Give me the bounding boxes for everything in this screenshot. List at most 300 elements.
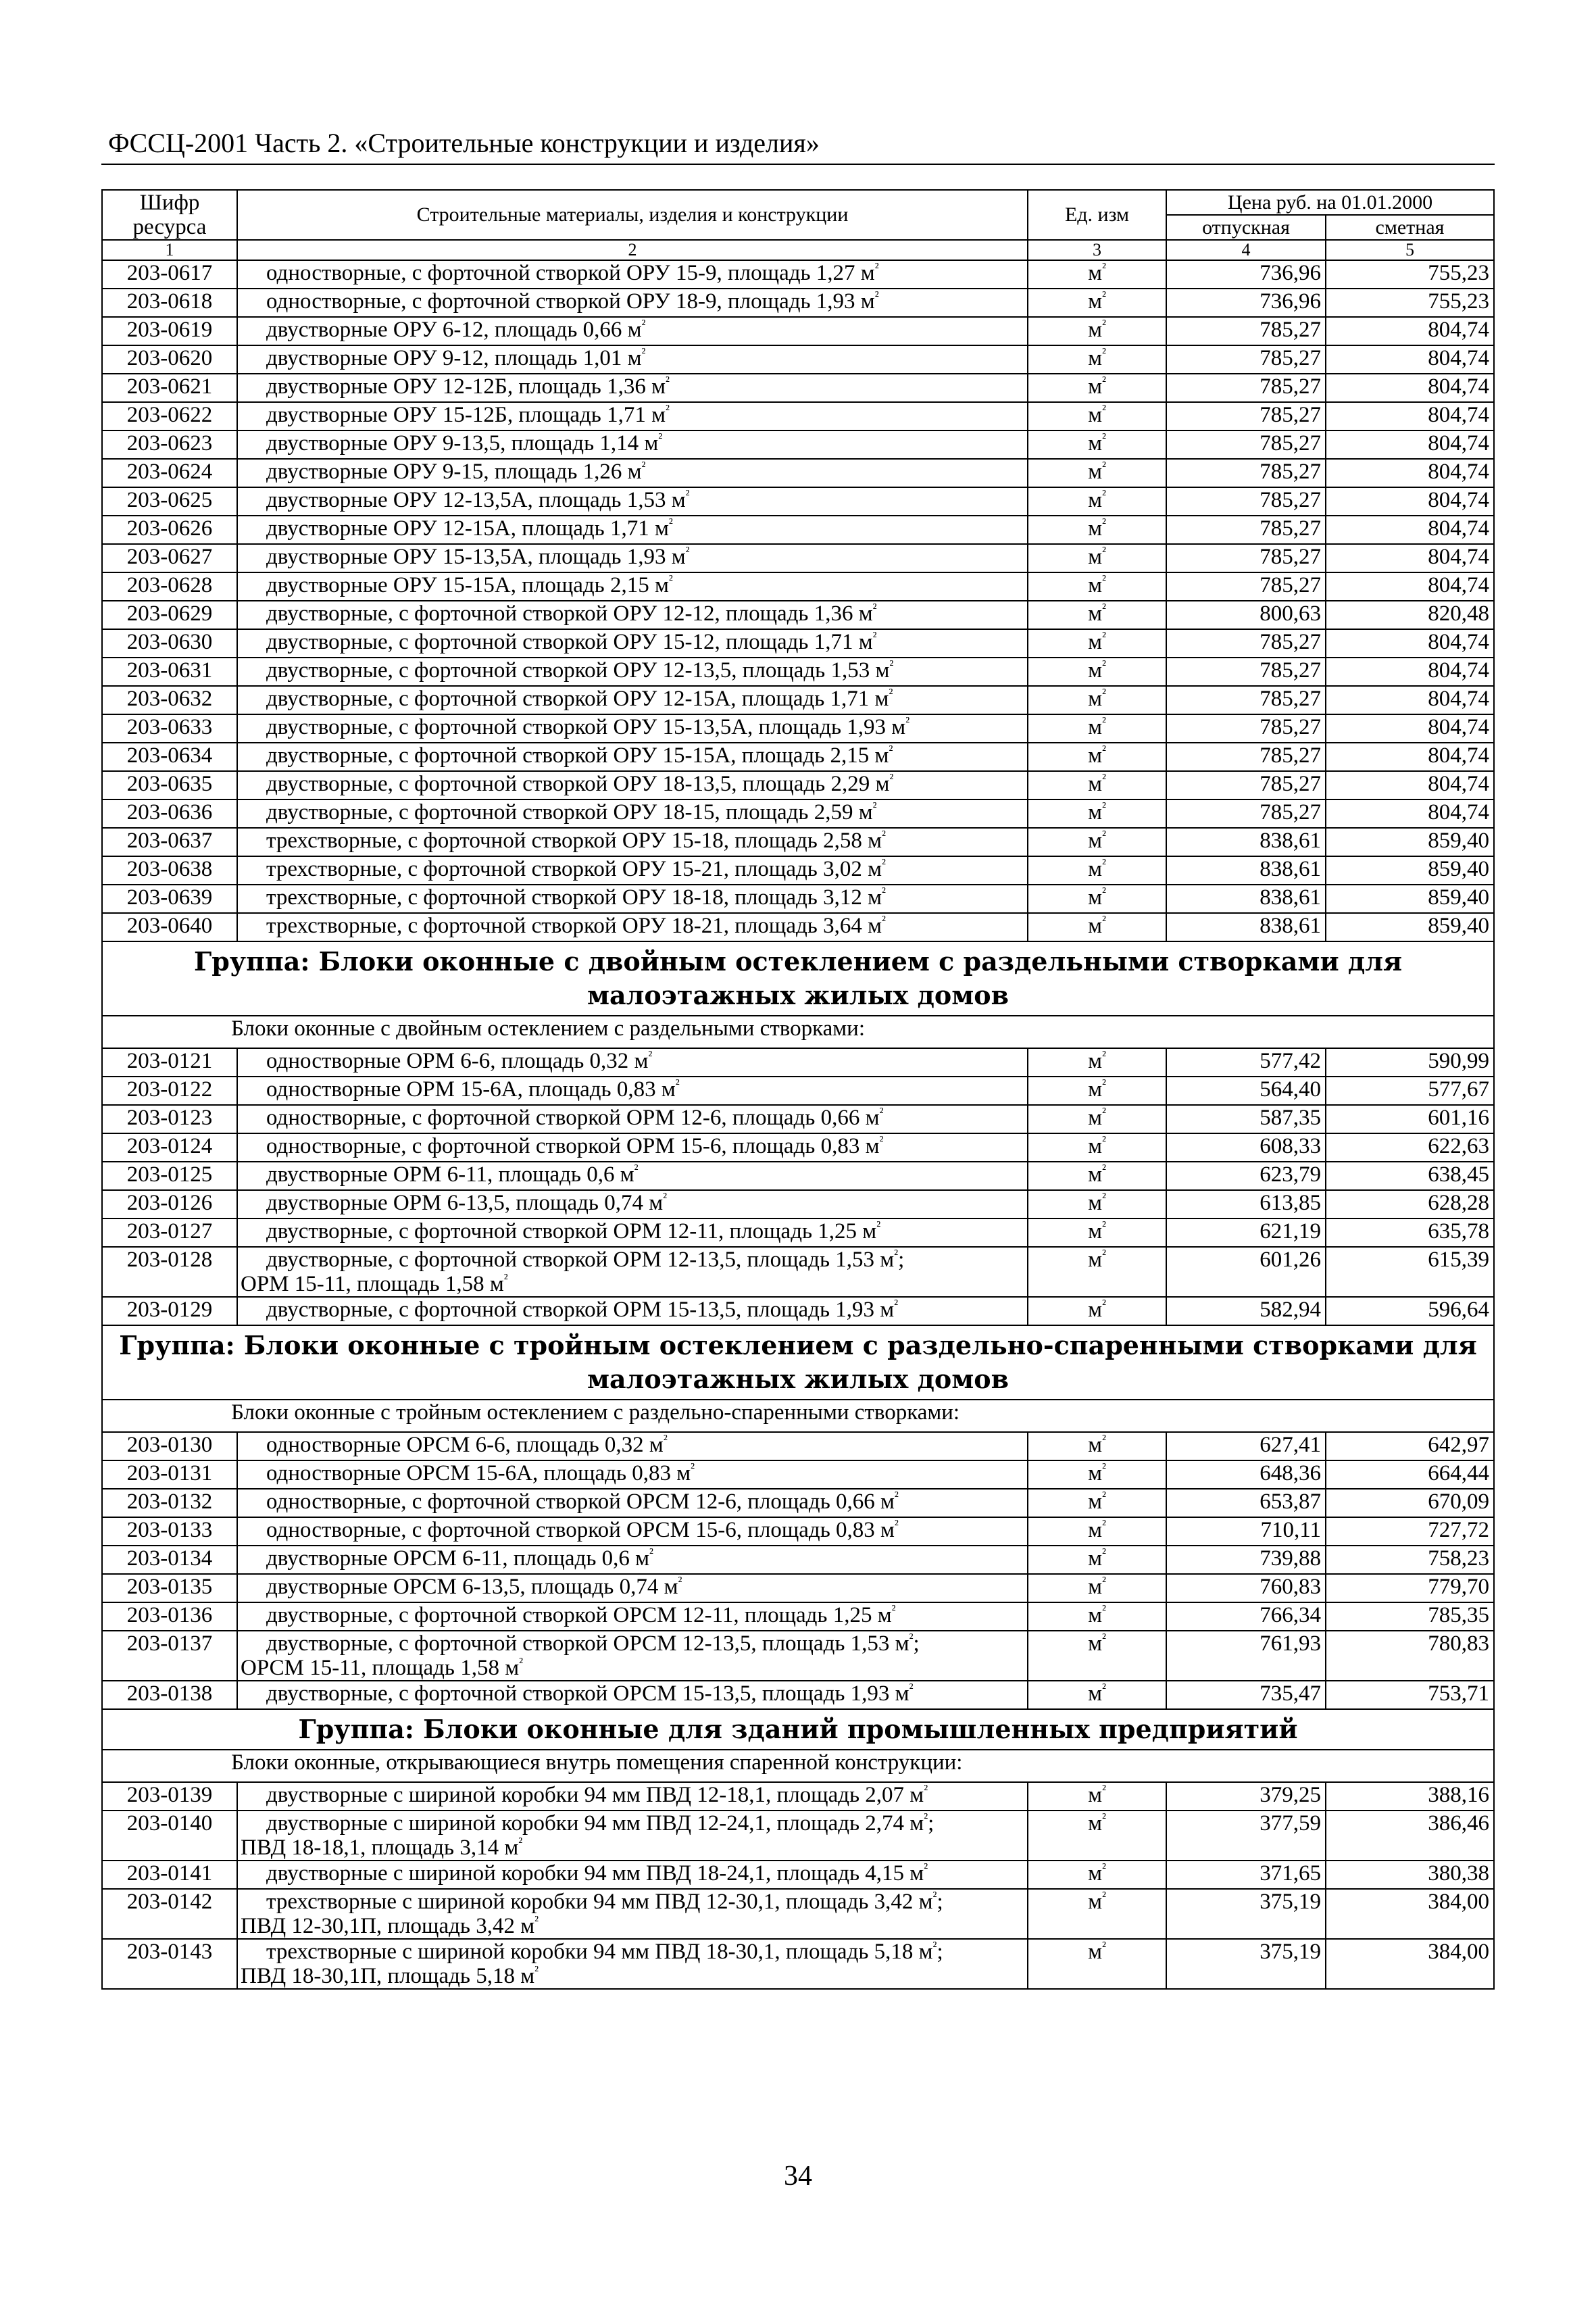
- item-description: [237, 658, 1028, 686]
- table-row: [102, 1517, 1494, 1546]
- item-description-text: двустворные, с форточной створкой ОРУ 18-13,5, площадь 2,29 $м^{^2}$: [266, 771, 894, 796]
- resource-code: 203-0129: [102, 1297, 237, 1325]
- unit: $м^{^2}$: [1028, 1681, 1166, 1709]
- resource-code: 203-0635: [102, 771, 237, 799]
- item-description-text: двустворные, с форточной створкой ОРСМ 15-13,5, площадь 1,93 $м^{^2}$: [266, 1681, 914, 1706]
- release-price: 627,41: [1166, 1432, 1326, 1460]
- item-description: [237, 572, 1028, 601]
- unit: $м^{^2}$: [1028, 1247, 1166, 1297]
- item-description-text: трехстворные, с форточной створкой ОРУ 18-18, площадь 3,12 $м^{^2}$: [266, 885, 886, 910]
- resource-code: 203-0632: [102, 686, 237, 714]
- item-description: [237, 856, 1028, 885]
- item-description: [237, 885, 1028, 913]
- item-description-text: двустворные, с форточной створкой ОРСМ 12-13,5, площадь 1,53 $м^{^2}$;: [266, 1631, 920, 1656]
- item-description: [237, 1681, 1028, 1709]
- item-description-continuation: ОРМ 15-11, площадь 1,58 $м^{^2}$: [241, 1271, 508, 1296]
- table-row: [102, 1782, 1494, 1811]
- table-row: [102, 1602, 1494, 1631]
- unit: $м^{^2}$: [1028, 686, 1166, 714]
- table-row: [102, 1297, 1494, 1325]
- release-price: 377,59: [1166, 1811, 1326, 1861]
- item-description-continuation: ПВД 18-30,1П, площадь 5,18 $м^{^2}$: [241, 1963, 539, 1988]
- table-row: [102, 714, 1494, 743]
- release-price: 564,40: [1166, 1077, 1326, 1105]
- table-row: [102, 1460, 1494, 1489]
- unit: $м^{^2}$: [1028, 799, 1166, 828]
- column-number: 4: [1166, 240, 1326, 260]
- resource-code: 203-0639: [102, 885, 237, 913]
- estimate-price: 804,74: [1326, 572, 1494, 601]
- estimate-price: 386,46: [1326, 1811, 1494, 1861]
- estimate-price: 804,74: [1326, 714, 1494, 743]
- release-price: 760,83: [1166, 1574, 1326, 1602]
- estimate-price: 590,99: [1326, 1048, 1494, 1077]
- table-row: [102, 1546, 1494, 1574]
- unit: $м^{^2}$: [1028, 658, 1166, 686]
- item-description-text: двустворные ОРУ 12-12Б, площадь 1,36 $м^{^2}$: [266, 374, 670, 399]
- estimate-price: 384,00: [1326, 1889, 1494, 1939]
- table-row: [102, 828, 1494, 856]
- estimate-price: 755,23: [1326, 260, 1494, 289]
- estimate-price: 755,23: [1326, 289, 1494, 317]
- unit: $м^{^2}$: [1028, 1218, 1166, 1247]
- item-description: [237, 1631, 1028, 1681]
- item-description: [237, 1602, 1028, 1631]
- release-price: 739,88: [1166, 1546, 1326, 1574]
- table-row: [102, 1631, 1494, 1681]
- group-heading-row: [102, 1325, 1494, 1400]
- col-unit-header: Ед. изм: [1028, 190, 1166, 240]
- release-price: 838,61: [1166, 885, 1326, 913]
- item-description-text: трехстворные, с форточной створкой ОРУ 15-21, площадь 3,02 $м^{^2}$: [266, 856, 886, 881]
- release-price: 785,27: [1166, 374, 1326, 402]
- estimate-price: 804,74: [1326, 487, 1494, 516]
- table-row: [102, 1048, 1494, 1077]
- item-description: [237, 714, 1028, 743]
- estimate-price: 635,78: [1326, 1218, 1494, 1247]
- estimate-price: 628,28: [1326, 1190, 1494, 1218]
- release-price: 375,19: [1166, 1939, 1326, 1989]
- release-price: 766,34: [1166, 1602, 1326, 1631]
- unit: $м^{^2}$: [1028, 1048, 1166, 1077]
- group-heading: Группа: Блоки оконные с двойным остеклением с раздельными створками для малоэтажных жилых домов: [102, 941, 1494, 1016]
- item-description: [237, 601, 1028, 629]
- unit: $м^{^2}$: [1028, 487, 1166, 516]
- item-description: [237, 771, 1028, 799]
- table-row: [102, 374, 1494, 402]
- table-row: [102, 1077, 1494, 1105]
- estimate-price: 380,38: [1326, 1861, 1494, 1889]
- item-description: [237, 1782, 1028, 1811]
- item-description: [237, 1247, 1028, 1297]
- unit: $м^{^2}$: [1028, 430, 1166, 459]
- resource-code: 203-0622: [102, 402, 237, 430]
- item-description-text: двустворные ОРУ 9-12, площадь 1,01 $м^{^2}$: [266, 345, 646, 370]
- release-price: 735,47: [1166, 1681, 1326, 1709]
- table-row: [102, 487, 1494, 516]
- table-row: [102, 601, 1494, 629]
- table-row: [102, 289, 1494, 317]
- unit: $м^{^2}$: [1028, 771, 1166, 799]
- item-description: [237, 799, 1028, 828]
- column-number-row: [102, 240, 1494, 260]
- item-description: [237, 1861, 1028, 1889]
- col-code-header: Шифр ресурса: [102, 190, 237, 240]
- item-description: [237, 260, 1028, 289]
- estimate-price: 577,67: [1326, 1077, 1494, 1105]
- release-price: 648,36: [1166, 1460, 1326, 1489]
- resource-code: 203-0640: [102, 913, 237, 941]
- resource-code: 203-0618: [102, 289, 237, 317]
- release-price: 785,27: [1166, 686, 1326, 714]
- table-row: [102, 430, 1494, 459]
- unit: $м^{^2}$: [1028, 544, 1166, 572]
- resource-code: 203-0140: [102, 1811, 237, 1861]
- resource-code: 203-0136: [102, 1602, 237, 1631]
- item-description: [237, 1460, 1028, 1489]
- item-description-text: двустворные, с форточной створкой ОРМ 15-13,5, площадь 1,93 $м^{^2}$: [266, 1297, 899, 1322]
- unit: $м^{^2}$: [1028, 856, 1166, 885]
- resource-code: 203-0638: [102, 856, 237, 885]
- table-row: [102, 1133, 1494, 1162]
- release-price: 785,27: [1166, 714, 1326, 743]
- resource-code: 203-0122: [102, 1077, 237, 1105]
- item-description-text: одностворные, с форточной створкой ОРМ 12-6, площадь 0,66 $м^{^2}$: [266, 1105, 884, 1130]
- release-price: 800,63: [1166, 601, 1326, 629]
- item-description: [237, 1190, 1028, 1218]
- release-price: 785,27: [1166, 430, 1326, 459]
- resource-code: 203-0637: [102, 828, 237, 856]
- item-description-continuation: ПВД 18-18,1, площадь 3,14 $м^{^2}$: [241, 1835, 523, 1860]
- item-description-text: двустворные ОРСМ 6-11, площадь 0,6 $м^{^2}$: [266, 1546, 653, 1571]
- table-row: [102, 1811, 1494, 1861]
- unit: $м^{^2}$: [1028, 1861, 1166, 1889]
- unit: $м^{^2}$: [1028, 260, 1166, 289]
- estimate-price: 804,74: [1326, 317, 1494, 345]
- estimate-price: 779,70: [1326, 1574, 1494, 1602]
- item-description-text: одностворные ОРМ 6-6, площадь 0,32 $м^{^2}$: [266, 1048, 653, 1073]
- item-description-text: двустворные ОРУ 6-12, площадь 0,66 $м^{^2}$: [266, 317, 646, 342]
- item-description-text: двустворные, с форточной створкой ОРУ 15-12, площадь 1,71 $м^{^2}$: [266, 629, 877, 654]
- estimate-price: 642,97: [1326, 1432, 1494, 1460]
- table-row: [102, 345, 1494, 374]
- estimate-price: 804,74: [1326, 799, 1494, 828]
- estimate-price: 804,74: [1326, 686, 1494, 714]
- item-description-text: двустворные с шириной коробки 94 мм ПВД 12-24,1, площадь 2,74 $м^{^2}$;: [266, 1811, 934, 1836]
- item-description-text: двустворные, с форточной створкой ОРСМ 12-11, площадь 1,25 $м^{^2}$: [266, 1602, 896, 1627]
- resource-code: 203-0619: [102, 317, 237, 345]
- resource-code: 203-0137: [102, 1631, 237, 1681]
- resource-code: 203-0123: [102, 1105, 237, 1133]
- item-description: [237, 1077, 1028, 1105]
- unit: $м^{^2}$: [1028, 1939, 1166, 1989]
- unit: $м^{^2}$: [1028, 601, 1166, 629]
- table-row: [102, 402, 1494, 430]
- group-heading-row: [102, 941, 1494, 1016]
- item-description-text: одностворные, с форточной створкой ОРСМ 15-6, площадь 0,83 $м^{^2}$: [266, 1517, 899, 1542]
- unit: $м^{^2}$: [1028, 1631, 1166, 1681]
- release-price: 601,26: [1166, 1247, 1326, 1297]
- table-row: [102, 1889, 1494, 1939]
- resource-code: 203-0128: [102, 1247, 237, 1297]
- estimate-price: 384,00: [1326, 1939, 1494, 1989]
- item-description: [237, 289, 1028, 317]
- resource-code: 203-0634: [102, 743, 237, 771]
- col-price-header: Цена руб. на 01.01.2000: [1166, 190, 1494, 215]
- item-description: [237, 743, 1028, 771]
- estimate-price: 804,74: [1326, 743, 1494, 771]
- unit: $м^{^2}$: [1028, 402, 1166, 430]
- resource-code: 203-0630: [102, 629, 237, 658]
- resource-code: 203-0620: [102, 345, 237, 374]
- item-description-text: одностворные, с форточной створкой ОРУ 15-9, площадь 1,27 $м^{^2}$: [266, 260, 879, 285]
- table-row: [102, 317, 1494, 345]
- resource-code: 203-0629: [102, 601, 237, 629]
- release-price: 379,25: [1166, 1782, 1326, 1811]
- item-description: [237, 1218, 1028, 1247]
- item-description-text: двустворные ОРУ 15-13,5А, площадь 1,93 $м^{^2}$: [266, 544, 690, 569]
- table-row: [102, 629, 1494, 658]
- item-description-text: одностворные ОРМ 15-6А, площадь 0,83 $м^{^2}$: [266, 1077, 680, 1102]
- item-description-text: одностворные ОРСМ 6-6, площадь 0,32 $м^{^2}$: [266, 1432, 668, 1457]
- group-heading: Группа: Блоки оконные для зданий промышленных предприятий: [102, 1709, 1494, 1750]
- item-description-text: двустворные, с форточной створкой ОРУ 15-15А, площадь 2,15 $м^{^2}$: [266, 743, 893, 768]
- table-row: [102, 885, 1494, 913]
- item-description-text: двустворные ОРМ 6-13,5, площадь 0,74 $м^{^2}$: [266, 1190, 668, 1215]
- item-description-text: двустворные, с форточной створкой ОРУ 12-15А, площадь 1,71 $м^{^2}$: [266, 686, 893, 711]
- release-price: 736,96: [1166, 260, 1326, 289]
- item-description-text: двустворные ОРУ 12-15А, площадь 1,71 $м^{^2}$: [266, 516, 673, 541]
- release-price: 785,27: [1166, 572, 1326, 601]
- estimate-price: 785,35: [1326, 1602, 1494, 1631]
- item-description-text: одностворные, с форточной створкой ОРСМ 12-6, площадь 0,66 $м^{^2}$: [266, 1489, 899, 1514]
- unit: $м^{^2}$: [1028, 1162, 1166, 1190]
- col-estimate-header: сметная: [1326, 215, 1494, 240]
- item-description-text: двустворные ОРУ 15-12Б, площадь 1,71 $м^{^2}$: [266, 402, 670, 427]
- item-description: [237, 544, 1028, 572]
- release-price: 621,19: [1166, 1218, 1326, 1247]
- column-number: 3: [1028, 240, 1166, 260]
- release-price: 785,27: [1166, 402, 1326, 430]
- release-price: 785,27: [1166, 658, 1326, 686]
- unit: $м^{^2}$: [1028, 317, 1166, 345]
- item-description: [237, 1546, 1028, 1574]
- item-description-text: двустворные с шириной коробки 94 мм ПВД 18-24,1, площадь 4,15 $м^{^2}$: [266, 1861, 928, 1886]
- table-row: [102, 516, 1494, 544]
- release-price: 785,27: [1166, 743, 1326, 771]
- table-row: [102, 743, 1494, 771]
- item-description-continuation: ПВД 12-30,1П, площадь 3,42 $м^{^2}$: [241, 1913, 539, 1938]
- group-heading-row: [102, 1709, 1494, 1750]
- table-row: [102, 1939, 1494, 1989]
- unit: $м^{^2}$: [1028, 1546, 1166, 1574]
- column-number: 5: [1326, 240, 1494, 260]
- price-table: [101, 189, 1495, 1990]
- resource-code: 203-0625: [102, 487, 237, 516]
- item-description-text: двустворные, с форточной створкой ОРМ 12-11, площадь 1,25 $м^{^2}$: [266, 1218, 881, 1244]
- resource-code: 203-0125: [102, 1162, 237, 1190]
- item-description: [237, 1889, 1028, 1939]
- table-row: [102, 913, 1494, 941]
- unit: $м^{^2}$: [1028, 828, 1166, 856]
- table-row: [102, 856, 1494, 885]
- estimate-price: 664,44: [1326, 1460, 1494, 1489]
- resource-code: 203-0127: [102, 1218, 237, 1247]
- release-price: 785,27: [1166, 487, 1326, 516]
- resource-code: 203-0626: [102, 516, 237, 544]
- item-description: [237, 1133, 1028, 1162]
- table-row: [102, 799, 1494, 828]
- item-description-text: одностворные, с форточной створкой ОРУ 18-9, площадь 1,93 $м^{^2}$: [266, 289, 879, 314]
- column-number: 2: [237, 240, 1028, 260]
- release-price: 623,79: [1166, 1162, 1326, 1190]
- resource-code: 203-0636: [102, 799, 237, 828]
- item-description: [237, 1297, 1028, 1325]
- item-description: [237, 1105, 1028, 1133]
- table-row: [102, 1218, 1494, 1247]
- item-description: [237, 402, 1028, 430]
- item-description-text: двустворные, с форточной створкой ОРУ 12-13,5, площадь 1,53 $м^{^2}$: [266, 658, 894, 683]
- item-description-continuation: ОРСМ 15-11, площадь 1,58 $м^{^2}$: [241, 1655, 524, 1680]
- release-price: 608,33: [1166, 1133, 1326, 1162]
- item-description-text: двустворные, с форточной створкой ОРУ 15-13,5А, площадь 1,93 $м^{^2}$: [266, 714, 910, 739]
- page-number: 34: [784, 2161, 812, 2192]
- resource-code: 203-0124: [102, 1133, 237, 1162]
- item-description: [237, 1162, 1028, 1190]
- unit: $м^{^2}$: [1028, 289, 1166, 317]
- unit: $м^{^2}$: [1028, 1077, 1166, 1105]
- resource-code: 203-0621: [102, 374, 237, 402]
- estimate-price: 804,74: [1326, 544, 1494, 572]
- resource-code: 203-0134: [102, 1546, 237, 1574]
- item-description: [237, 1048, 1028, 1077]
- unit: $м^{^2}$: [1028, 913, 1166, 941]
- release-price: 785,27: [1166, 544, 1326, 572]
- release-price: 587,35: [1166, 1105, 1326, 1133]
- resource-code: 203-0133: [102, 1517, 237, 1546]
- item-description: [237, 629, 1028, 658]
- estimate-price: 670,09: [1326, 1489, 1494, 1517]
- subheading: Блоки оконные с двойным остеклением с раздельными створками:: [102, 1016, 1494, 1048]
- table-row: [102, 771, 1494, 799]
- release-price: 785,27: [1166, 771, 1326, 799]
- table-row: [102, 1861, 1494, 1889]
- page-header: ФССЦ-2001 Часть 2. «Строительные конструкции и изделия»: [108, 128, 820, 158]
- subheading-row: [102, 1750, 1494, 1782]
- item-description: [237, 317, 1028, 345]
- column-number: 1: [102, 240, 237, 260]
- resource-code: 203-0141: [102, 1861, 237, 1889]
- item-description-text: двустворные ОРМ 6-11, площадь 0,6 $м^{^2}$: [266, 1162, 639, 1187]
- unit: $м^{^2}$: [1028, 1574, 1166, 1602]
- resource-code: 203-0132: [102, 1489, 237, 1517]
- estimate-price: 780,83: [1326, 1631, 1494, 1681]
- estimate-price: 859,40: [1326, 828, 1494, 856]
- item-description-text: двустворные ОРУ 12-13,5А, площадь 1,53 $м^{^2}$: [266, 487, 690, 512]
- estimate-price: 804,74: [1326, 629, 1494, 658]
- release-price: 582,94: [1166, 1297, 1326, 1325]
- item-description-text: трехстворные, с форточной створкой ОРУ 15-18, площадь 2,58 $м^{^2}$: [266, 828, 886, 853]
- item-description-text: трехстворные, с форточной створкой ОРУ 18-21, площадь 3,64 $м^{^2}$: [266, 913, 886, 938]
- resource-code: 203-0627: [102, 544, 237, 572]
- estimate-price: 804,74: [1326, 771, 1494, 799]
- estimate-price: 804,74: [1326, 430, 1494, 459]
- item-description: [237, 487, 1028, 516]
- item-description-text: двустворные ОРСМ 6-13,5, площадь 0,74 $м^{^2}$: [266, 1574, 682, 1599]
- item-description-text: трехстворные с шириной коробки 94 мм ПВД 18-30,1, площадь 5,18 $м^{^2}$;: [266, 1939, 943, 1964]
- unit: $м^{^2}$: [1028, 1811, 1166, 1861]
- estimate-price: 638,45: [1326, 1162, 1494, 1190]
- table-row: [102, 1162, 1494, 1190]
- table-row: [102, 1190, 1494, 1218]
- item-description-text: двустворные с шириной коробки 94 мм ПВД 12-18,1, площадь 2,07 $м^{^2}$: [266, 1782, 928, 1807]
- release-price: 838,61: [1166, 913, 1326, 941]
- release-price: 785,27: [1166, 345, 1326, 374]
- table-row: [102, 1681, 1494, 1709]
- estimate-price: 622,63: [1326, 1133, 1494, 1162]
- estimate-price: 804,74: [1326, 402, 1494, 430]
- item-description: [237, 1489, 1028, 1517]
- item-description-text: двустворные, с форточной створкой ОРУ 18-15, площадь 2,59 $м^{^2}$: [266, 799, 877, 824]
- release-price: 613,85: [1166, 1190, 1326, 1218]
- unit: $м^{^2}$: [1028, 714, 1166, 743]
- estimate-price: 804,74: [1326, 374, 1494, 402]
- table-row: [102, 658, 1494, 686]
- resource-code: 203-0628: [102, 572, 237, 601]
- resource-code: 203-0624: [102, 459, 237, 487]
- estimate-price: 753,71: [1326, 1681, 1494, 1709]
- unit: $м^{^2}$: [1028, 572, 1166, 601]
- release-price: 371,65: [1166, 1861, 1326, 1889]
- unit: $м^{^2}$: [1028, 1133, 1166, 1162]
- item-description-text: двустворные, с форточной створкой ОРМ 12-13,5, площадь 1,53 $м^{^2}$;: [266, 1247, 905, 1272]
- unit: $м^{^2}$: [1028, 743, 1166, 771]
- estimate-price: 804,74: [1326, 345, 1494, 374]
- unit: $м^{^2}$: [1028, 459, 1166, 487]
- resource-code: 203-0131: [102, 1460, 237, 1489]
- item-description: [237, 913, 1028, 941]
- resource-code: 203-0130: [102, 1432, 237, 1460]
- unit: $м^{^2}$: [1028, 1602, 1166, 1631]
- table-row: [102, 1105, 1494, 1133]
- release-price: 653,87: [1166, 1489, 1326, 1517]
- release-price: 736,96: [1166, 289, 1326, 317]
- unit: $м^{^2}$: [1028, 885, 1166, 913]
- unit: $м^{^2}$: [1028, 1460, 1166, 1489]
- table-row: [102, 1489, 1494, 1517]
- estimate-price: 859,40: [1326, 913, 1494, 941]
- group-heading: Группа: Блоки оконные с тройным остеклением с раздельно-спаренными створками для малоэтажных жилых домов: [102, 1325, 1494, 1400]
- item-description: [237, 1517, 1028, 1546]
- resource-code: 203-0138: [102, 1681, 237, 1709]
- table-row: [102, 686, 1494, 714]
- estimate-price: 388,16: [1326, 1782, 1494, 1811]
- estimate-price: 601,16: [1326, 1105, 1494, 1133]
- resource-code: 203-0142: [102, 1889, 237, 1939]
- item-description-text: трехстворные с шириной коробки 94 мм ПВД 12-30,1, площадь 3,42 $м^{^2}$;: [266, 1889, 943, 1914]
- unit: $м^{^2}$: [1028, 516, 1166, 544]
- subheading-row: [102, 1016, 1494, 1048]
- item-description: [237, 345, 1028, 374]
- item-description: [237, 828, 1028, 856]
- unit: $м^{^2}$: [1028, 1782, 1166, 1811]
- resource-code: 203-0623: [102, 430, 237, 459]
- col-release-header: отпускная: [1166, 215, 1326, 240]
- table-row: [102, 1247, 1494, 1297]
- unit: $м^{^2}$: [1028, 1297, 1166, 1325]
- subheading: Блоки оконные, открывающиеся внутрь помещения спаренной конструкции:: [102, 1750, 1494, 1782]
- unit: $м^{^2}$: [1028, 1190, 1166, 1218]
